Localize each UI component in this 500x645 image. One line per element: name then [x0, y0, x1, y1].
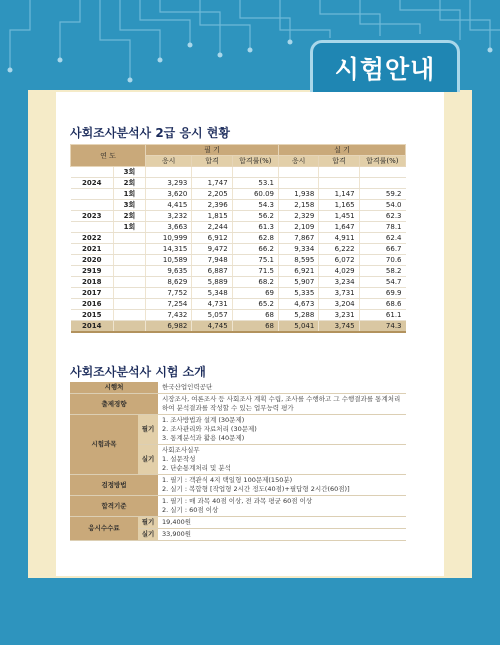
subjects-written-label: 필기 — [138, 415, 158, 445]
table-row — [71, 211, 406, 222]
value-cell: 2,329 — [279, 211, 319, 222]
value-cell: 53.1 — [232, 178, 278, 189]
value-cell: 7,254 — [145, 299, 191, 310]
value-cell: 62.8 — [232, 233, 278, 244]
value-cell: 70.6 — [359, 255, 405, 266]
value-cell: 68 — [232, 321, 278, 332]
table-row — [71, 178, 406, 189]
subject-line: 1. 조사방법과 설계 (30문제) — [162, 416, 245, 424]
value-cell: 10,589 — [145, 255, 191, 266]
value-cell: 54.0 — [359, 200, 405, 211]
round-cell: 3회 — [114, 200, 146, 211]
method-value — [158, 475, 406, 496]
value-cell: 69.9 — [359, 288, 405, 299]
value-cell — [279, 178, 319, 189]
agency-value: 한국산업인력공단 — [158, 382, 406, 394]
year-header: 연 도 — [71, 145, 146, 167]
value-cell: 5,041 — [279, 321, 319, 332]
table-row — [71, 189, 406, 200]
value-cell: 5,057 — [192, 310, 232, 321]
value-cell: 56.2 — [232, 211, 278, 222]
table-row — [71, 200, 406, 211]
sub-header: 합격 — [192, 156, 232, 167]
value-cell: 7,432 — [145, 310, 191, 321]
value-cell: 3,293 — [145, 178, 191, 189]
value-cell: 69 — [232, 288, 278, 299]
round-cell — [114, 244, 146, 255]
table-row — [71, 255, 406, 266]
value-cell: 2,158 — [279, 200, 319, 211]
value-cell — [192, 167, 232, 178]
trend-label: 출제경향 — [70, 394, 158, 415]
value-cell: 6,982 — [145, 321, 191, 332]
subject-line: 2. 단순통계처리 및 분석 — [162, 464, 231, 472]
value-cell: 59.2 — [359, 189, 405, 200]
value-cell: 1,647 — [319, 222, 359, 233]
value-cell: 4,673 — [279, 299, 319, 310]
year-cell: 2023 — [71, 211, 114, 222]
value-cell: 6,072 — [319, 255, 359, 266]
value-cell: 6,912 — [192, 233, 232, 244]
value-cell — [145, 167, 191, 178]
subject-line: 1. 설문작성 — [162, 455, 196, 463]
fee-practical-label: 실기 — [138, 529, 158, 541]
year-cell: 2919 — [71, 266, 114, 277]
value-cell: 1,747 — [192, 178, 232, 189]
value-cell: 3,620 — [145, 189, 191, 200]
value-cell: 7,948 — [192, 255, 232, 266]
value-cell: 6,887 — [192, 266, 232, 277]
value-cell: 3,204 — [319, 299, 359, 310]
round-cell — [114, 266, 146, 277]
applicant-status-table — [70, 144, 406, 333]
round-cell — [114, 299, 146, 310]
subject-line: 사회조사실무 — [162, 446, 200, 454]
subjects-label: 시험과목 — [70, 415, 138, 475]
year-cell: 2021 — [71, 244, 114, 255]
value-cell: 61.1 — [359, 310, 405, 321]
value-cell: 5,889 — [192, 277, 232, 288]
year-cell — [71, 189, 114, 200]
applicant-status-title: 사회조사분석사 2급 응시 현황 — [70, 124, 290, 147]
criteria-line: 1. 필기 : 매 과목 40점 이상, 전 과목 평균 60점 이상 — [162, 497, 313, 505]
year-cell: 2024 — [71, 178, 114, 189]
value-cell: 4,911 — [319, 233, 359, 244]
subjects-written-value — [158, 415, 406, 445]
value-cell — [359, 167, 405, 178]
value-cell: 2,205 — [192, 189, 232, 200]
round-cell: 2회 — [114, 211, 146, 222]
table-row — [71, 299, 406, 310]
year-cell — [71, 200, 114, 211]
value-cell: 10,999 — [145, 233, 191, 244]
year-cell: 2014 — [71, 321, 114, 332]
fee-label: 응시수수료 — [70, 517, 138, 541]
criteria-label: 합격기준 — [70, 496, 158, 517]
round-cell — [114, 277, 146, 288]
value-cell: 5,335 — [279, 288, 319, 299]
table-row — [71, 167, 406, 178]
value-cell: 2,109 — [279, 222, 319, 233]
round-cell: 1회 — [114, 189, 146, 200]
value-cell: 3,663 — [145, 222, 191, 233]
value-cell: 8,595 — [279, 255, 319, 266]
value-cell — [319, 167, 359, 178]
value-cell: 60.09 — [232, 189, 278, 200]
value-cell: 65.2 — [232, 299, 278, 310]
value-cell: 1,451 — [319, 211, 359, 222]
value-cell: 3,234 — [319, 277, 359, 288]
trend-line: 하여 분석결과를 작성할 수 있는 업무능력 평가 — [162, 404, 294, 412]
value-cell: 71.5 — [232, 266, 278, 277]
value-cell: 8,629 — [145, 277, 191, 288]
value-cell — [359, 178, 405, 189]
value-cell: 2,244 — [192, 222, 232, 233]
round-cell: 2회 — [114, 178, 146, 189]
subjects-practical-label: 실기 — [138, 445, 158, 475]
round-cell — [114, 310, 146, 321]
value-cell: 1,938 — [279, 189, 319, 200]
table-row — [71, 288, 406, 299]
round-cell — [114, 321, 146, 332]
value-cell: 14,315 — [145, 244, 191, 255]
year-cell: 2015 — [71, 310, 114, 321]
value-cell: 66.7 — [359, 244, 405, 255]
value-cell — [319, 178, 359, 189]
table-row — [71, 277, 406, 288]
round-cell: 1회 — [114, 222, 146, 233]
trend-value — [158, 394, 406, 415]
value-cell: 54.7 — [359, 277, 405, 288]
section-badge — [310, 40, 460, 92]
agency-label: 시행처 — [70, 382, 158, 394]
exam-intro-table — [70, 382, 406, 541]
sub-header: 응시 — [279, 156, 319, 167]
value-cell: 61.3 — [232, 222, 278, 233]
practical-exam-header: 실 기 — [279, 145, 406, 156]
value-cell: 4,029 — [319, 266, 359, 277]
value-cell: 5,288 — [279, 310, 319, 321]
value-cell: 58.2 — [359, 266, 405, 277]
exam-intro-title: 사회조사분석사 시험 소개 — [70, 363, 290, 386]
sub-header: 응시 — [145, 156, 191, 167]
value-cell: 54.3 — [232, 200, 278, 211]
round-cell — [114, 233, 146, 244]
sub-header: 합격 — [319, 156, 359, 167]
value-cell: 3,745 — [319, 321, 359, 332]
value-cell: 9,334 — [279, 244, 319, 255]
value-cell: 78.1 — [359, 222, 405, 233]
criteria-line: 2. 실기 : 60점 이상 — [162, 506, 219, 514]
year-cell: 2020 — [71, 255, 114, 266]
round-cell: 3회 — [114, 167, 146, 178]
value-cell: 1,815 — [192, 211, 232, 222]
value-cell: 62.4 — [359, 233, 405, 244]
written-exam-header: 필 기 — [145, 145, 278, 156]
round-cell — [114, 288, 146, 299]
method-label: 검정방법 — [70, 475, 158, 496]
value-cell: 4,415 — [145, 200, 191, 211]
table-row — [71, 310, 406, 321]
value-cell — [232, 167, 278, 178]
year-cell — [71, 222, 114, 233]
value-cell: 5,907 — [279, 277, 319, 288]
year-cell: 2017 — [71, 288, 114, 299]
year-cell: 2022 — [71, 233, 114, 244]
value-cell: 7,752 — [145, 288, 191, 299]
value-cell: 6,222 — [319, 244, 359, 255]
method-line: 1. 필기 : 객관식 4지 택일형 100문제(150분) — [162, 476, 293, 484]
table-row — [71, 266, 406, 277]
trend-line: 시장조사, 여론조사 등 사회조사 계획 수립, 조사를 수행하고 그 수행결과를 통계처리 — [162, 395, 401, 403]
sub-header: 합격률(%) — [359, 156, 405, 167]
badge-label: 시험안내 — [334, 54, 436, 84]
fee-written-label: 필기 — [138, 517, 158, 529]
table-row — [71, 244, 406, 255]
value-cell: 3,231 — [319, 310, 359, 321]
value-cell: 4,745 — [192, 321, 232, 332]
value-cell — [279, 167, 319, 178]
value-cell: 9,472 — [192, 244, 232, 255]
value-cell: 62.3 — [359, 211, 405, 222]
value-cell: 4,731 — [192, 299, 232, 310]
value-cell: 9,635 — [145, 266, 191, 277]
value-cell: 7,867 — [279, 233, 319, 244]
method-line: 2. 실기 : 복합형 [작업형 2시간 정도(40점)+필답형 2시간(60점)] — [162, 485, 350, 493]
sub-header: 합격률(%) — [232, 156, 278, 167]
subject-line: 3. 통계분석과 활용 (40문제) — [162, 434, 245, 442]
value-cell: 3,731 — [319, 288, 359, 299]
value-cell: 1,147 — [319, 189, 359, 200]
subject-line: 2. 조사관리와 자료처리 (30문제) — [162, 425, 257, 433]
value-cell: 68 — [232, 310, 278, 321]
value-cell: 2,396 — [192, 200, 232, 211]
bottom-band — [0, 578, 500, 645]
value-cell: 75.1 — [232, 255, 278, 266]
value-cell: 6,921 — [279, 266, 319, 277]
value-cell: 66.2 — [232, 244, 278, 255]
value-cell: 68.2 — [232, 277, 278, 288]
year-cell: 2018 — [71, 277, 114, 288]
fee-written-value: 19,400원 — [158, 517, 406, 529]
year-cell: 2016 — [71, 299, 114, 310]
fee-practical-value: 33,900원 — [158, 529, 406, 541]
table-row — [71, 233, 406, 244]
value-cell: 68.6 — [359, 299, 405, 310]
criteria-value — [158, 496, 406, 517]
table-row — [71, 222, 406, 233]
round-cell — [114, 255, 146, 266]
subjects-practical-value — [158, 445, 406, 475]
value-cell: 1,165 — [319, 200, 359, 211]
value-cell: 5,348 — [192, 288, 232, 299]
value-cell: 3,232 — [145, 211, 191, 222]
value-cell: 74.3 — [359, 321, 405, 332]
table-row — [71, 321, 406, 332]
year-cell — [71, 167, 114, 178]
